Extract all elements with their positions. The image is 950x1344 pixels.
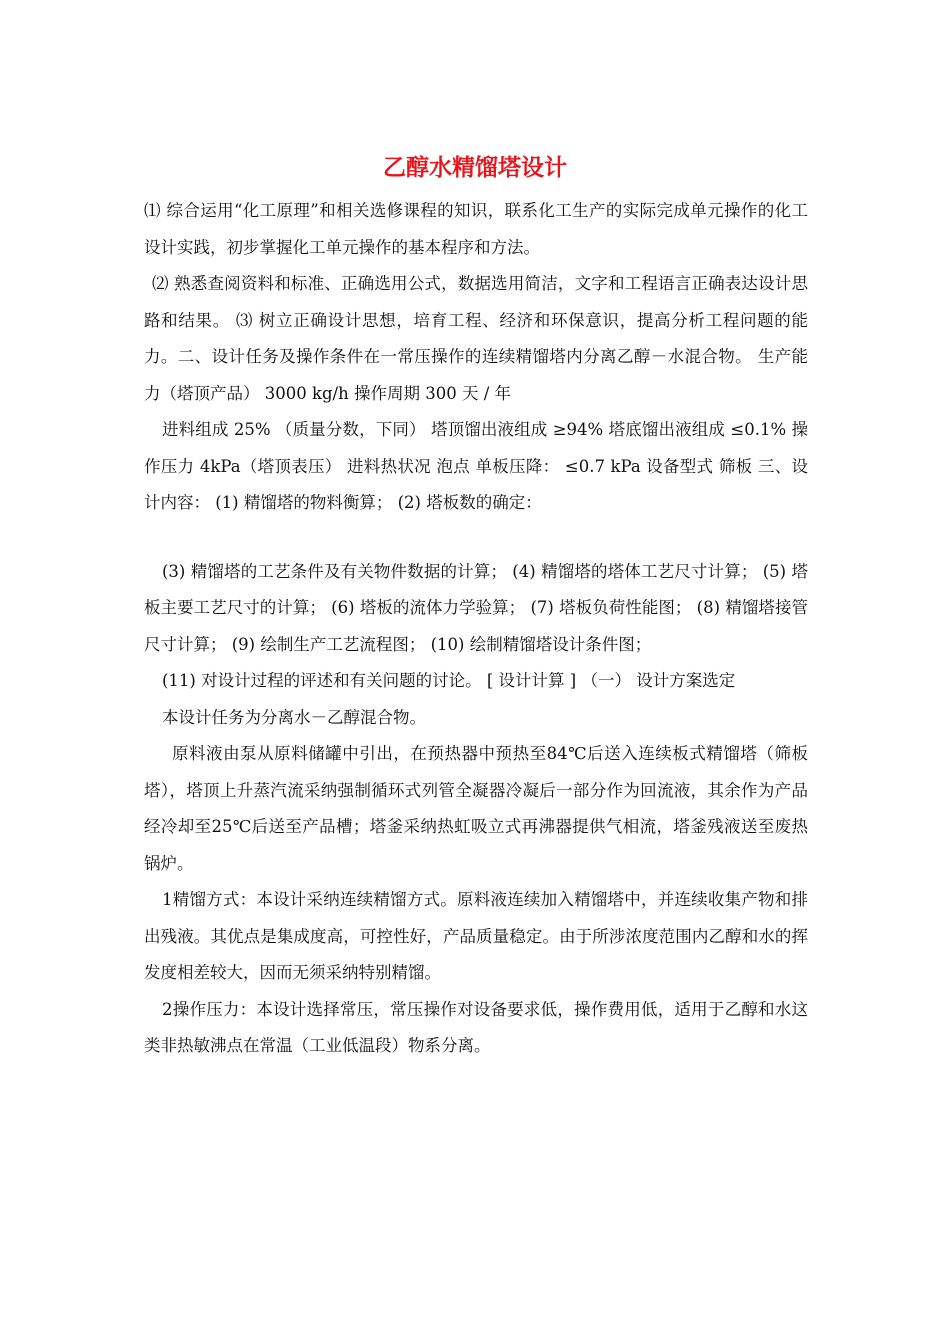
paragraph-objective-1: ⑴ 综合运用“化工原理”和相关选修课程的知识，联系化工生产的实际完成单元操作的化工设计实践，初步掌握化工单元操作的基本程序和方法。: [144, 201, 808, 257]
paragraph-distillation-mode: 1精馏方式：本设计采纳连续精馏方式。原料液连续加入精馏塔中，并连续收集产物和排出残液。其优点是集成度高，可控性好，产品质量稳定。由于所涉浓度范围内乙醇和水的挥发度相差较大，因而无须采纳特别精馏。: [144, 890, 808, 982]
paragraph-design-task: 本设计任务为分离水－乙醇混合物。: [162, 707, 426, 727]
paragraph-process-description: 原料液由泵从原料储罐中引出，在预热器中预热至84℃后送入连续板式精馏塔（筛板塔），塔顶上升蒸汽流采纳强制循环式列管全凝器冷凝后一部分作为回流液，其余作为产品经冷却至25℃后送至产品槽；塔釜采纳热虹吸立式再沸器提供气相流，塔釜残液送至废热锅炉。: [144, 744, 808, 873]
paragraph-operating-pressure: 2操作压力：本设计选择常压，常压操作对设备要求低，操作费用低，适用于乙醇和水这类非热敏沸点在常温（工业低温段）物系分离。: [144, 999, 808, 1055]
paragraph-objective-2: ⑵ 熟悉查阅资料和标准、正确选用公式，数据选用简洁，文字和工程语言正确表达设计思路和结果。 ⑶ 树立正确设计思想，培育工程、经济和环保意识，提高分析工程问题的能力。二、设计任务及操作条件在一常压操作的连续精馏塔内分离乙醇－水混合物。 生产能力（塔顶产品） 3000 kg/h 操作周期 300 天 / 年: [144, 274, 808, 403]
paragraph-gap: [144, 522, 808, 554]
document-body: [144, 193, 808, 1065]
document-title: 乙醇水精馏塔设计: [383, 154, 567, 181]
paragraph-design-content: (3) 精馏塔的工艺条件及有关物件数据的计算； (4) 精馏塔的塔体工艺尺寸计算； (5) 塔板主要工艺尺寸的计算； (6) 塔板的流体力学验算； (7) 塔板负荷性能图； (8) 精馏塔接管尺寸计算； (9) 绘制生产工艺流程图； (10) 绘制精馏塔设计条件图；: [144, 561, 808, 654]
paragraph-design-calculation: (11) 对设计过程的评述和有关问题的讨论。 [ 设计计算 ] （一） 设计方案选定: [162, 671, 736, 690]
paragraph-operating-conditions: 进料组成 25% （质量分数，下同） 塔顶馏出液组成 ≥94% 塔底馏出液组成 ≤0.1% 操作压力 4kPa（塔顶表压） 进料热状况 泡点 单板压降： ≤0.7 kPa 设备型式 筛板 三、设计内容： (1) 精馏塔的物料衡算； (2) 塔板数的确定：: [144, 420, 808, 512]
